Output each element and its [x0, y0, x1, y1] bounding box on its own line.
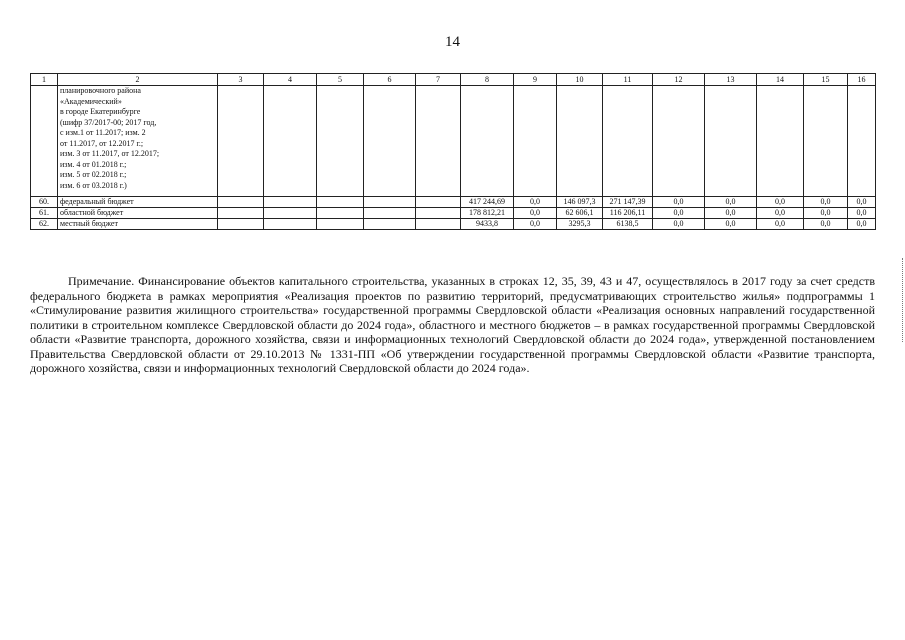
description-line: «Академический»	[60, 96, 122, 106]
column-header: 16	[848, 74, 876, 86]
value-cell: 0,0	[848, 208, 876, 219]
description-line: изм. 4 от 01.2018 г.;	[60, 159, 127, 169]
empty-cell	[757, 86, 804, 197]
value-cell: 116 206,11	[603, 208, 653, 219]
value-cell: 0,0	[757, 208, 804, 219]
value-cell: 9433,8	[461, 219, 514, 230]
value-cell: 178 812,21	[461, 208, 514, 219]
value-cell: 0,0	[804, 219, 848, 230]
empty-cell	[848, 86, 876, 197]
scan-margin-mark	[899, 258, 903, 342]
value-cell: 0,0	[848, 197, 876, 208]
value-cell	[218, 197, 264, 208]
empty-cell	[264, 86, 317, 197]
value-cell: 417 244,69	[461, 197, 514, 208]
value-cell: 6138,5	[603, 219, 653, 230]
table-row-object-description	[31, 86, 876, 197]
column-header: 13	[705, 74, 757, 86]
note-paragraph: Примечание. Финансирование объектов капитального строительства, указанных в строках 12, 35, 39, 43 и 47, осуществлялось в 2017 году за счет средств федерального бюджета в рамках мероприятия «Реализация проектов по развитию территорий, предусматривающих строительство жилья» подпрограммы 1 «Стимулирование развития жилищного строительства» государственной программы Свердловской области «Реализация основных направлений государственной политики в строительном комплексе Свердловской области до 2024 года», областного и местного бюджетов – в рамках государственной программы Свердловской области «Развитие транспорта, дорожного хозяйства, связи и информационных технологий Свердловской области до 2024 года», утвержденной постановлением Правительства Свердловской области от 29.10.2013 № 1331-ПП «Об утверждении государственной программы Свердловской области «Развитие транспорта, дорожного хозяйства, связи и информационных технологий Свердловской области до 2024 года».	[30, 274, 875, 375]
value-cell: 0,0	[653, 197, 705, 208]
description-line: в городе Екатеринбурге	[60, 107, 141, 116]
value-cell: 0,0	[848, 219, 876, 230]
value-cell: 271 147,39	[603, 197, 653, 208]
value-cell: 0,0	[757, 219, 804, 230]
value-cell: 0,0	[653, 219, 705, 230]
value-cell: 0,0	[705, 208, 757, 219]
value-cell	[218, 219, 264, 230]
empty-cell	[557, 86, 603, 197]
description-line: от 11.2017, от 12.2017 г.;	[60, 138, 144, 148]
description-line: изм. 5 от 02.2018 г.;	[60, 170, 127, 179]
budget-name-cell: областной бюджет	[58, 208, 218, 219]
value-cell	[317, 208, 364, 219]
row-number-cell: 61.	[31, 208, 58, 219]
row-number-cell	[31, 86, 58, 197]
table-row	[31, 208, 876, 219]
empty-cell	[218, 86, 264, 197]
value-cell	[218, 208, 264, 219]
description-line: планировочного района	[60, 86, 141, 95]
description-line: (шифр 37/2017-00; 2017 год,	[60, 117, 157, 127]
column-header: 12	[653, 74, 705, 86]
table-row	[31, 197, 876, 208]
budget-name-cell: местный бюджет	[58, 219, 218, 230]
value-cell	[416, 219, 461, 230]
column-header: 9	[514, 74, 557, 86]
value-cell	[317, 197, 364, 208]
object-description-cell	[58, 86, 218, 197]
value-cell: 0,0	[514, 197, 557, 208]
value-cell: 62 606,1	[557, 208, 603, 219]
empty-cell	[317, 86, 364, 197]
column-header: 5	[317, 74, 364, 86]
empty-cell	[364, 86, 416, 197]
row-number-cell: 60.	[31, 197, 58, 208]
value-cell: 0,0	[804, 197, 848, 208]
empty-cell	[461, 86, 514, 197]
value-cell: 0,0	[653, 208, 705, 219]
value-cell	[264, 219, 317, 230]
value-cell: 0,0	[705, 197, 757, 208]
column-header: 14	[757, 74, 804, 86]
description-line: изм. 3 от 11.2017, от 12.2017;	[60, 149, 160, 158]
value-cell	[317, 219, 364, 230]
value-cell: 0,0	[514, 219, 557, 230]
description-line: с изм.1 от 11.2017; изм. 2	[60, 128, 146, 137]
value-cell: 0,0	[757, 197, 804, 208]
column-header: 8	[461, 74, 514, 86]
value-cell	[264, 197, 317, 208]
column-header: 10	[557, 74, 603, 86]
column-header: 4	[264, 74, 317, 86]
page-number: 14	[445, 34, 460, 50]
empty-cell	[603, 86, 653, 197]
value-cell: 146 097,3	[557, 197, 603, 208]
value-cell: 3295,3	[557, 219, 603, 230]
empty-cell	[705, 86, 757, 197]
description-line: изм. 6 от 03.2018 г.)	[60, 180, 127, 190]
column-header: 3	[218, 74, 264, 86]
row-number-cell: 62.	[31, 219, 58, 230]
value-cell	[416, 208, 461, 219]
value-cell: 0,0	[514, 208, 557, 219]
value-cell	[364, 197, 416, 208]
table-row	[31, 219, 876, 230]
table-header-row	[31, 74, 876, 86]
budget-table	[30, 73, 876, 230]
value-cell	[264, 208, 317, 219]
column-header: 2	[58, 74, 218, 86]
column-header: 6	[364, 74, 416, 86]
empty-cell	[653, 86, 705, 197]
empty-cell	[804, 86, 848, 197]
column-header: 1	[31, 74, 58, 86]
column-header: 11	[603, 74, 653, 86]
column-header: 7	[416, 74, 461, 86]
value-cell: 0,0	[804, 208, 848, 219]
value-cell	[364, 208, 416, 219]
budget-name-cell: федеральный бюджет	[58, 197, 218, 208]
value-cell: 0,0	[705, 219, 757, 230]
value-cell	[364, 219, 416, 230]
empty-cell	[514, 86, 557, 197]
column-header: 15	[804, 74, 848, 86]
empty-cell	[416, 86, 461, 197]
value-cell	[416, 197, 461, 208]
